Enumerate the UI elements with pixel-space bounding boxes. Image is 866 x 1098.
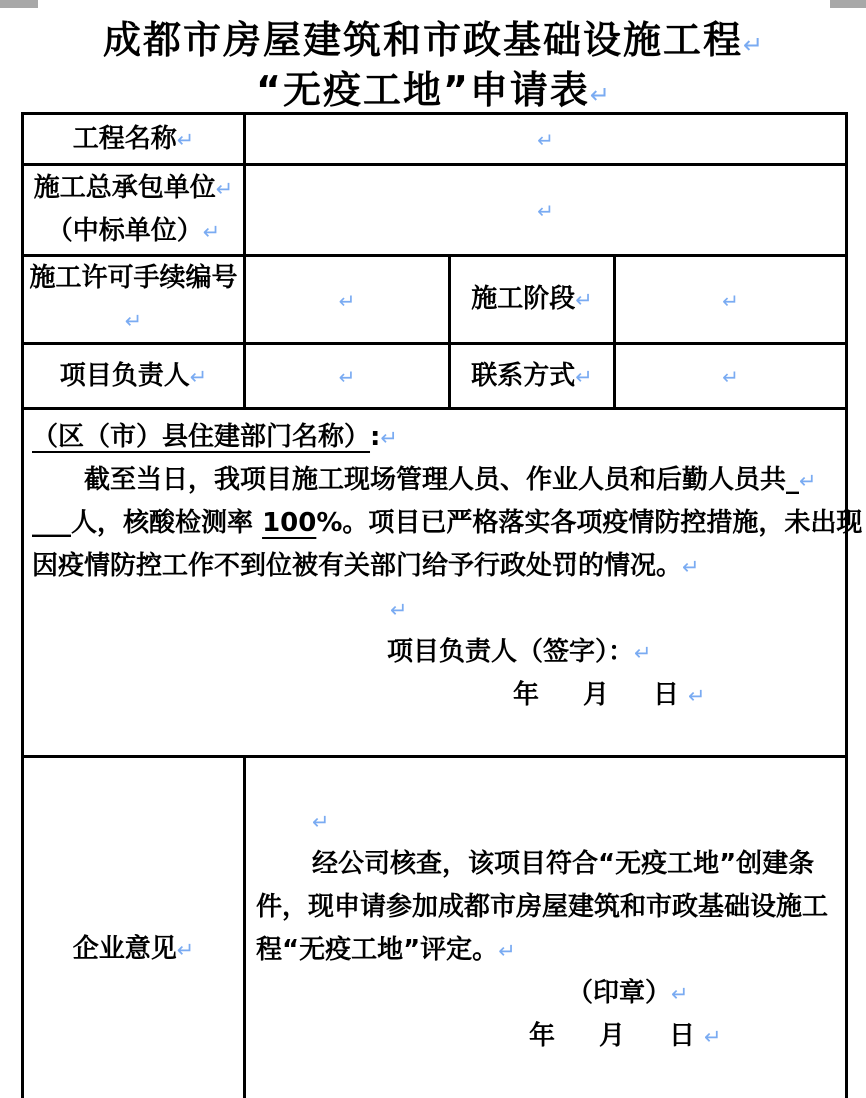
- contact-label: 联系方式: [471, 360, 576, 391]
- document-title: [0, 18, 866, 118]
- opinion-body-line1: [256, 843, 837, 886]
- contractor-label-line1: [24, 167, 243, 210]
- statement-text: 截至当日，我项目施工现场管理人员、作业人员和后勤人员共: [84, 465, 787, 495]
- test-rate-value: 100: [262, 508, 317, 538]
- contractor-label-text1: 施工总承包单位: [33, 173, 216, 203]
- statement-cell[interactable]: [23, 409, 863, 757]
- document-title-line2: [0, 68, 866, 118]
- project-manager-input-cell[interactable]: [245, 344, 450, 409]
- permit-number-label-cell: [23, 256, 245, 344]
- opinion-body-line2: [256, 886, 837, 929]
- project-manager-label-cell: [23, 344, 245, 409]
- date-placeholder: 年 月 日: [513, 680, 689, 710]
- paragraph-mark-icon: ↵: [799, 469, 817, 493]
- permit-number-label: 施工许可手续编号: [29, 263, 238, 293]
- page-margin-marker-right: [830, 0, 866, 8]
- paragraph-mark-icon: ↵: [682, 555, 700, 579]
- signature-label: 项目负责人（签字）：: [387, 637, 635, 667]
- paragraph-mark-icon: ↵: [575, 288, 593, 312]
- contractor-label-text2: （中标单位）: [46, 216, 203, 246]
- seal-label: （印章）: [567, 978, 672, 1008]
- company-opinion-label-cell: [23, 757, 245, 1098]
- department-name-blank: （区（市）县住建部门名称）: [32, 422, 371, 452]
- project-manager-label: 项目负责人: [59, 360, 190, 391]
- personnel-count-blank: _: [786, 465, 800, 495]
- date-placeholder: 年 月 日: [529, 1021, 705, 1051]
- table-row: [23, 409, 847, 757]
- project-name-label-cell: [23, 114, 245, 165]
- paragraph-mark-icon: ↵: [176, 937, 195, 962]
- paragraph-mark-icon: ↵: [380, 426, 398, 450]
- table-row: [23, 165, 847, 256]
- personnel-count-blank: ___: [32, 508, 71, 538]
- table-row: [23, 114, 847, 165]
- paragraph-mark-icon: ↵: [634, 641, 652, 665]
- opinion-body-line3: [256, 929, 837, 972]
- opinion-text: 经公司核查，该项目符合“无疫工地”创建条: [312, 849, 815, 879]
- paragraph-mark-icon: ↵: [537, 199, 554, 223]
- table-row: [23, 256, 847, 344]
- construction-stage-label: 施工阶段: [471, 284, 576, 314]
- paragraph-mark-icon: ↵: [742, 31, 764, 59]
- page-margin-marker-left: [0, 0, 38, 8]
- signature-line[interactable]: [32, 631, 837, 674]
- opinion-text: 程“无疫工地”评定。: [256, 935, 499, 965]
- contractor-label-line2: [24, 210, 243, 253]
- paragraph-mark-icon: ↵: [575, 364, 593, 389]
- statement-empty-line: [32, 588, 837, 631]
- paragraph-mark-icon: ↵: [722, 365, 739, 389]
- project-name-label: 工程名称: [72, 123, 177, 154]
- opinion-text: 件，现申请参加成都市房屋建筑和市政基础设施工: [256, 892, 829, 922]
- paragraph-mark-icon: ↵: [202, 220, 221, 244]
- statement-body-line3: [32, 545, 837, 588]
- contractor-label-cell: [23, 165, 245, 256]
- statement-text: 人，核酸检测率: [71, 508, 263, 538]
- table-row: [23, 344, 847, 409]
- project-name-input-cell[interactable]: [245, 114, 847, 165]
- statement-body-line1: [32, 459, 837, 502]
- statement-text: %。项目已严格落实各项疫情防控措施，未出现: [316, 508, 863, 538]
- opinion-date-line[interactable]: [256, 1015, 837, 1058]
- paragraph-mark-icon: ↵: [312, 810, 330, 834]
- contact-input-cell[interactable]: [615, 344, 847, 409]
- paragraph-mark-icon: ↵: [704, 1025, 722, 1049]
- statement-body-line2: [32, 502, 863, 545]
- paragraph-mark-icon: ↵: [498, 939, 516, 963]
- salutation-colon: :: [370, 422, 381, 452]
- paragraph-mark-icon: ↵: [390, 598, 408, 622]
- title-text-line1: 成都市房屋建筑和市政基础设施工程: [102, 18, 743, 62]
- paragraph-mark-icon: ↵: [338, 288, 356, 313]
- paragraph-mark-icon: ↵: [338, 365, 356, 389]
- opinion-empty-line: [256, 800, 837, 843]
- seal-line[interactable]: [256, 972, 837, 1015]
- application-form-table: [21, 112, 863, 1098]
- table-row: [23, 757, 847, 1098]
- paragraph-mark-icon: ↵: [589, 81, 611, 109]
- company-opinion-label: 企业意见: [72, 933, 177, 964]
- permit-number-input-cell[interactable]: [245, 256, 450, 344]
- paragraph-mark-icon: ↵: [722, 288, 739, 313]
- title-text-line2: “无疫工地”申请表: [255, 68, 590, 112]
- statement-date-line[interactable]: [32, 674, 837, 717]
- paragraph-mark-icon: ↵: [124, 309, 143, 333]
- paragraph-mark-icon: ↵: [671, 982, 689, 1006]
- construction-stage-input-cell[interactable]: [615, 256, 847, 344]
- contact-label-cell: [450, 344, 615, 409]
- paragraph-mark-icon: ↵: [176, 127, 195, 152]
- paragraph-mark-icon: ↵: [688, 684, 706, 708]
- paragraph-mark-icon: ↵: [189, 364, 208, 389]
- paragraph-mark-icon: ↵: [215, 177, 234, 201]
- statement-salutation-line: [32, 416, 837, 459]
- company-opinion-cell[interactable]: [245, 757, 847, 1098]
- document-title-line1: [0, 18, 866, 68]
- statement-text: 因疫情防控工作不到位被有关部门给予行政处罚的情况。: [32, 551, 683, 581]
- construction-stage-label-cell: [450, 256, 615, 344]
- paragraph-mark-icon: ↵: [537, 128, 554, 152]
- contractor-input-cell[interactable]: [245, 165, 847, 256]
